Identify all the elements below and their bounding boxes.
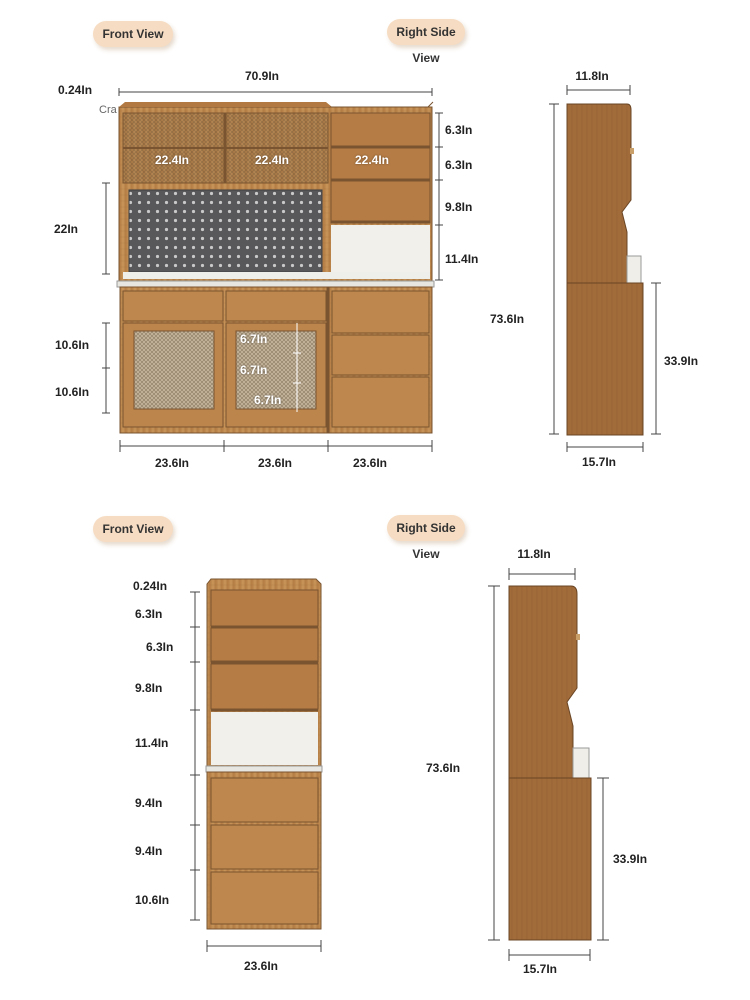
right-height-label-2: 6.3In: [445, 158, 473, 172]
b-height-label-6: 9.4In: [135, 844, 163, 858]
b-width-label: 23.6In: [243, 959, 279, 973]
shelf-width-label-3: 22.4In: [354, 153, 390, 167]
bottom-width-label-1: 23.6In: [154, 456, 190, 470]
top-side-cabinet: [567, 104, 643, 435]
side-bottom-depth-label: 15.7In: [581, 455, 617, 469]
right-side-view-tag-bottom: Right Side View: [387, 515, 465, 541]
side-base-height-label: 33.9In: [664, 354, 699, 368]
bottom-width-label-2: 23.6In: [257, 456, 293, 470]
side-total-height-label: 73.6In: [490, 312, 525, 326]
door-height-label-2: 10.6In: [55, 385, 90, 399]
b-height-label-1: 6.3In: [135, 607, 163, 621]
total-width-label: 70.9In: [244, 69, 280, 83]
bottom-front-cabinet: [206, 579, 322, 929]
right-height-label-4: 11.4In: [445, 252, 479, 266]
top-front-cabinet: [117, 102, 434, 433]
door-height-label-1: 10.6In: [55, 338, 90, 352]
inner-height-label-1: 6.7In: [240, 332, 268, 346]
hutch-height-label: 22In: [54, 222, 79, 236]
b-side-base-height-label: 33.9In: [613, 852, 648, 866]
right-height-label-3: 9.8In: [445, 200, 473, 214]
b-side-total-height-label: 73.6In: [426, 761, 461, 775]
bottom-width-label-3: 23.6In: [352, 456, 388, 470]
front-view-tag-bottom: Front View: [93, 516, 173, 542]
b-side-top-depth-label: 11.8In: [517, 547, 551, 561]
shelf-width-label-1: 22.4In: [154, 153, 190, 167]
inner-height-label-2: 6.7In: [240, 363, 268, 377]
side-top-depth-label: 11.8In: [575, 69, 609, 83]
b-side-bottom-depth-label: 15.7In: [522, 962, 558, 976]
shelf-width-label-2: 22.4In: [254, 153, 290, 167]
watermark: Cra: [99, 104, 117, 116]
b-height-label-5: 9.4In: [135, 796, 163, 810]
right-side-view-tag: Right Side View: [387, 19, 465, 45]
b-top-edge-label: 0.24In: [133, 579, 168, 593]
top-edge-label: 0.24In: [58, 83, 93, 97]
inner-height-label-3: 6.7In: [254, 393, 282, 407]
b-height-label-2: 6.3In: [146, 640, 174, 654]
b-height-label-4: 11.4In: [135, 736, 169, 750]
bottom-side-cabinet: [509, 586, 591, 940]
b-height-label-3: 9.8In: [135, 681, 163, 695]
b-height-label-7: 10.6In: [135, 893, 170, 907]
front-view-tag: Front View: [93, 21, 173, 47]
right-height-label-1: 6.3In: [445, 123, 473, 137]
